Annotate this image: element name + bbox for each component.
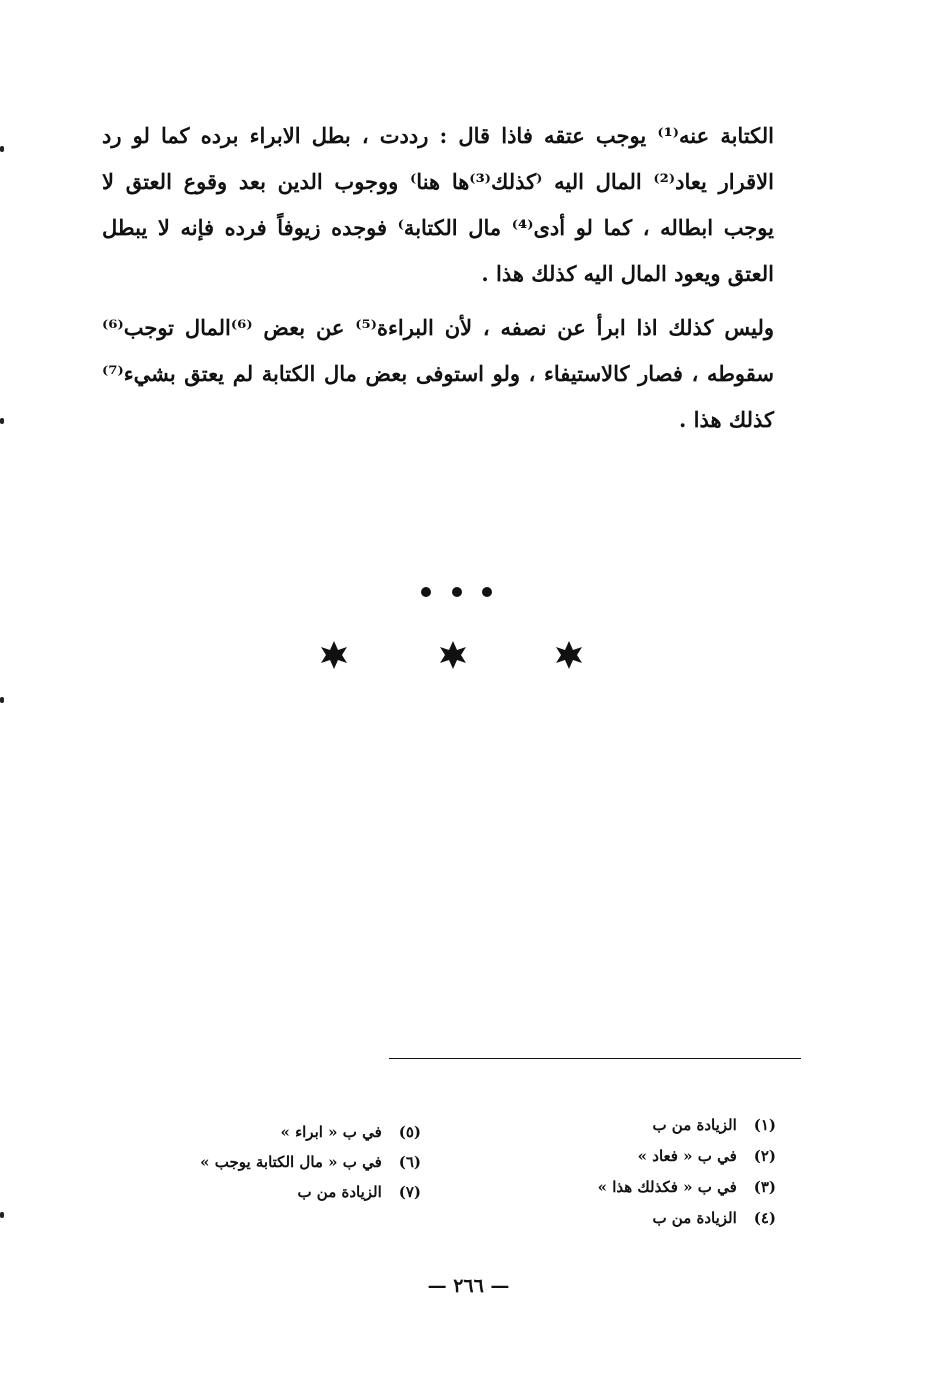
footnote-text: في ب « فعاد »	[637, 1147, 737, 1165]
star-icon	[556, 641, 582, 669]
page-number: — ٢٦٦ —	[427, 1275, 510, 1297]
footnote-7	[181, 1177, 421, 1207]
footnotes-right-column	[556, 1110, 776, 1234]
footnote-2	[556, 1141, 776, 1172]
footnote-number: (٢)	[753, 1147, 776, 1165]
scan-mark	[0, 418, 4, 424]
footnote-text: في ب « مال الكتابة يوجب »	[200, 1153, 382, 1171]
footnote-5	[181, 1117, 421, 1147]
scan-mark	[0, 146, 4, 152]
footnote-number: (٦)	[398, 1153, 421, 1171]
footnote-number: (٥)	[398, 1123, 421, 1141]
footnote-text: في ب « فكذلك هذا »	[597, 1178, 737, 1196]
ornament-dots	[415, 578, 500, 606]
footnote-4	[556, 1203, 776, 1234]
footnote-number: (١)	[753, 1116, 776, 1134]
star-icon	[440, 641, 466, 669]
footnote-1	[556, 1110, 776, 1141]
footnote-number: (٧)	[398, 1183, 421, 1201]
footnotes-left-column	[181, 1117, 421, 1207]
footnote-number: (٤)	[753, 1209, 776, 1227]
footnote-number: (٣)	[753, 1178, 776, 1196]
footnote-text: في ب « ابراء »	[280, 1123, 382, 1141]
footnote-6	[181, 1147, 421, 1177]
scan-mark	[0, 697, 4, 703]
footnote-text: الزيادة من ب	[652, 1209, 737, 1227]
body-paragraph-1: الكتابة عنه⁽¹⁾ يوجب عتقه فاذا قال : رددت ، بطل الابراء برده كما لو رد الاقرار يعاد⁽²⁾ المال اليه ⁽كذلك⁽³⁾ها هنا⁾ ووجوب الدين بعد وقوع العتق لا يوجب ابطاله ، كما لو أدى⁽⁴⁾ مال الكتابة⁾ فوجده زيوفاً فرده فإنه لا يبطل العتق ويعود المال اليه كذلك هذا .	[102, 123, 774, 286]
footnote-separator	[389, 1058, 801, 1059]
dot-icon	[482, 587, 492, 597]
scan-mark	[0, 1212, 4, 1218]
dot-icon	[421, 587, 431, 597]
footnote-3	[556, 1172, 776, 1203]
ornament-stars	[310, 630, 600, 680]
dot-icon	[452, 587, 462, 597]
body-paragraph-2: وليس كذلك اذا ابرأ عن نصفه ، لأن البراءة⁽⁵⁾ عن بعض ⁽⁶⁾المال توجب⁽⁶⁾ سقوطه ، فصار كالاستيفاء ، ولو استوفى بعض مال الكتابة لم يعتق بشيء⁽⁷⁾ كذلك هذا .	[102, 315, 774, 432]
footnote-text: الزيادة من ب	[297, 1183, 382, 1201]
star-icon	[321, 641, 347, 669]
footnote-text: الزيادة من ب	[652, 1116, 737, 1134]
